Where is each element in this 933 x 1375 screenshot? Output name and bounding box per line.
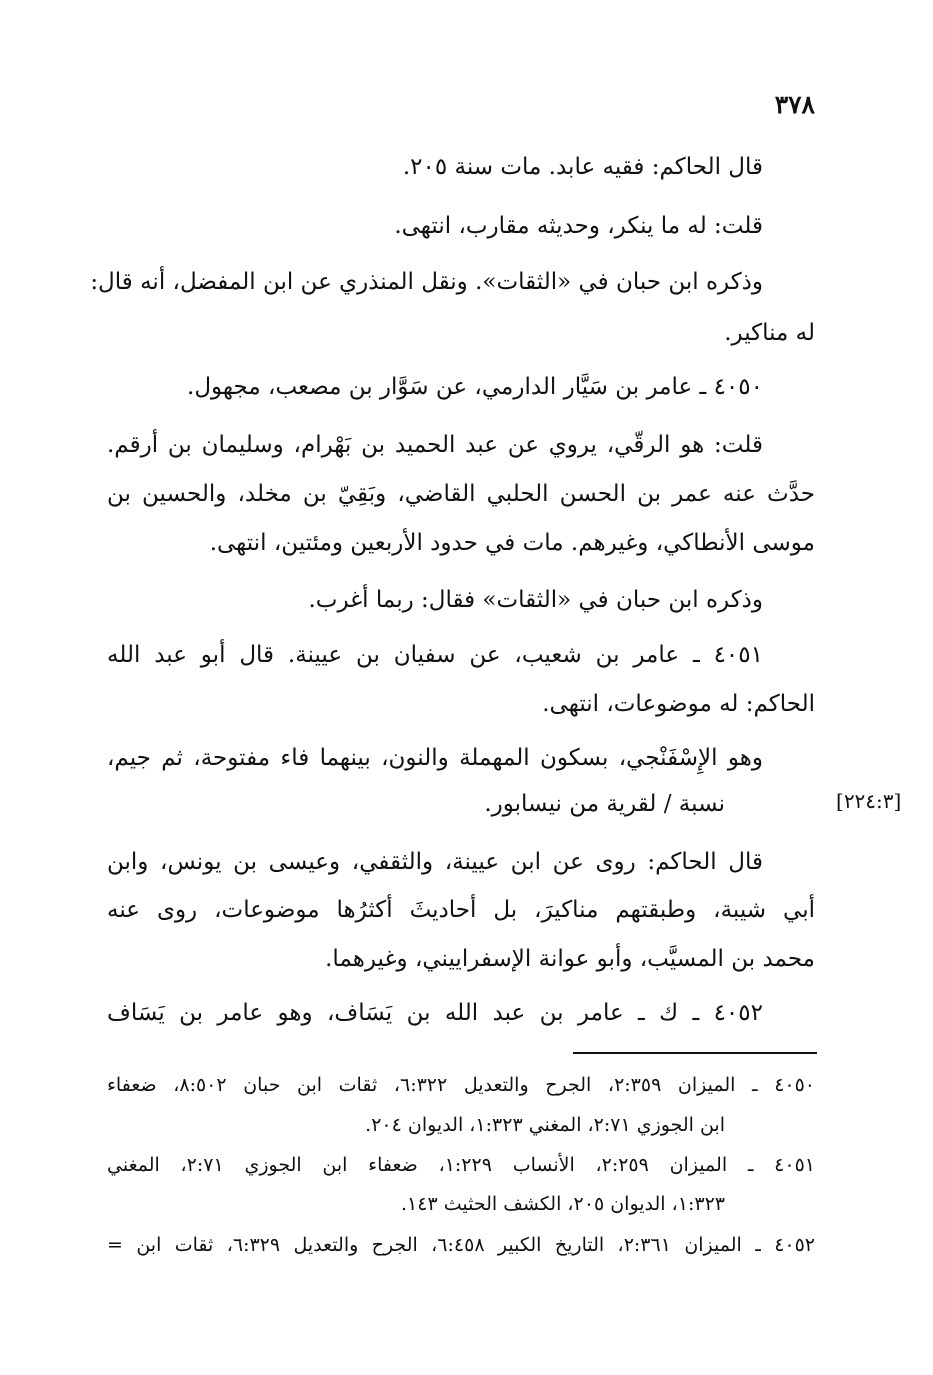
text-line: قلت: له ما ينكر، وحديثه مقارب، انتهى. (394, 213, 763, 239)
entry-4050-heading: ٤٠٥٠ ـ عامر بن سَيَّار الدارمي، عن سَوَّار بن مصعب، مجهول. (187, 374, 763, 400)
text-line: له مناكير. (724, 320, 815, 346)
footnote-line: ٤٠٥٠ ـ الميزان ٢:٣٥٩، الجرح والتعديل ٦:٣٢٢، ثقات ابن حبان ٨:٥٠٢، ضعفاء (107, 1074, 816, 1096)
text-line: وذكره ابن حبان في «الثقات». ونقل المنذري عن ابن المفضل، أنه قال: (90, 269, 763, 295)
footnote-separator (573, 1052, 817, 1054)
footnote-line: ابن الجوزي ٢:٧١، المغني ١:٣٢٣، الديوان ٢٠٤. (365, 1114, 725, 1136)
text-line: نسبة / لقرية من نيسابور. (484, 791, 725, 817)
text-line: قلت: هو الرقّي، يروي عن عبد الحميد بن بَهْرام، وسليمان بن أرقم. (107, 432, 763, 458)
text-line: وهو الإِسْفَنْجي، بسكون المهملة والنون، بينهما فاء مفتوحة، ثم جيم، (107, 745, 763, 771)
text-line: قال الحاكم: روى عن ابن عيينة، والثقفي، وعيسى بن يونس، وابن (107, 849, 763, 875)
text-line: قال الحاكم: فقيه عابد. مات سنة ٢٠٥. (402, 154, 763, 180)
footnote-line: ١:٣٢٣، الديوان ٢٠٥، الكشف الحثيث ١٤٣. (400, 1193, 725, 1215)
text-line: أبي شيبة، وطبقتهم مناكيرَ، بل أحاديثَ أكثرُها موضوعات، روى عنه (107, 897, 815, 923)
footnote-line: ٤٠٥١ ـ الميزان ٢:٢٥٩، الأنساب ١:٢٢٩، ضعفاء ابن الجوزي ٢:٧١، المغني (107, 1154, 815, 1176)
entry-4052-heading: ٤٠٥٢ ـ ك ـ عامر بن عبد الله بن يَسَاف، وهو عامر بن يَسَاف (107, 1000, 763, 1026)
page-number: ٣٧٨ (774, 90, 815, 119)
text-line: وذكره ابن حبان في «الثقات» فقال: ربما أغرب. (308, 587, 763, 613)
text-line: حدَّث عنه عمر بن الحسن الحلبي القاضي، وبَقِيّ بن مخلد، والحسين بن (107, 481, 815, 507)
entry-4051-heading: ٤٠٥١ ـ عامر بن شعيب، عن سفيان بن عيينة. قال أبو عبد الله (107, 642, 763, 668)
margin-reference: [٢٢٤:٣] (836, 789, 902, 813)
text-line: محمد بن المسيَّب، وأبو عوانة الإسفراييني، وغيرهما. (325, 946, 815, 972)
text-line: موسى الأنطاكي، وغيرهم. مات في حدود الأربعين ومئتين، انتهى. (209, 530, 815, 556)
footnote-line: ٤٠٥٢ ـ الميزان ٢:٣٦١، التاريخ الكبير ٦:٤٥٨، الجرح والتعديل ٦:٣٢٩، ثقات ابن = (107, 1234, 816, 1256)
text-line: الحاكم: له موضوعات، انتهى. (542, 691, 815, 717)
